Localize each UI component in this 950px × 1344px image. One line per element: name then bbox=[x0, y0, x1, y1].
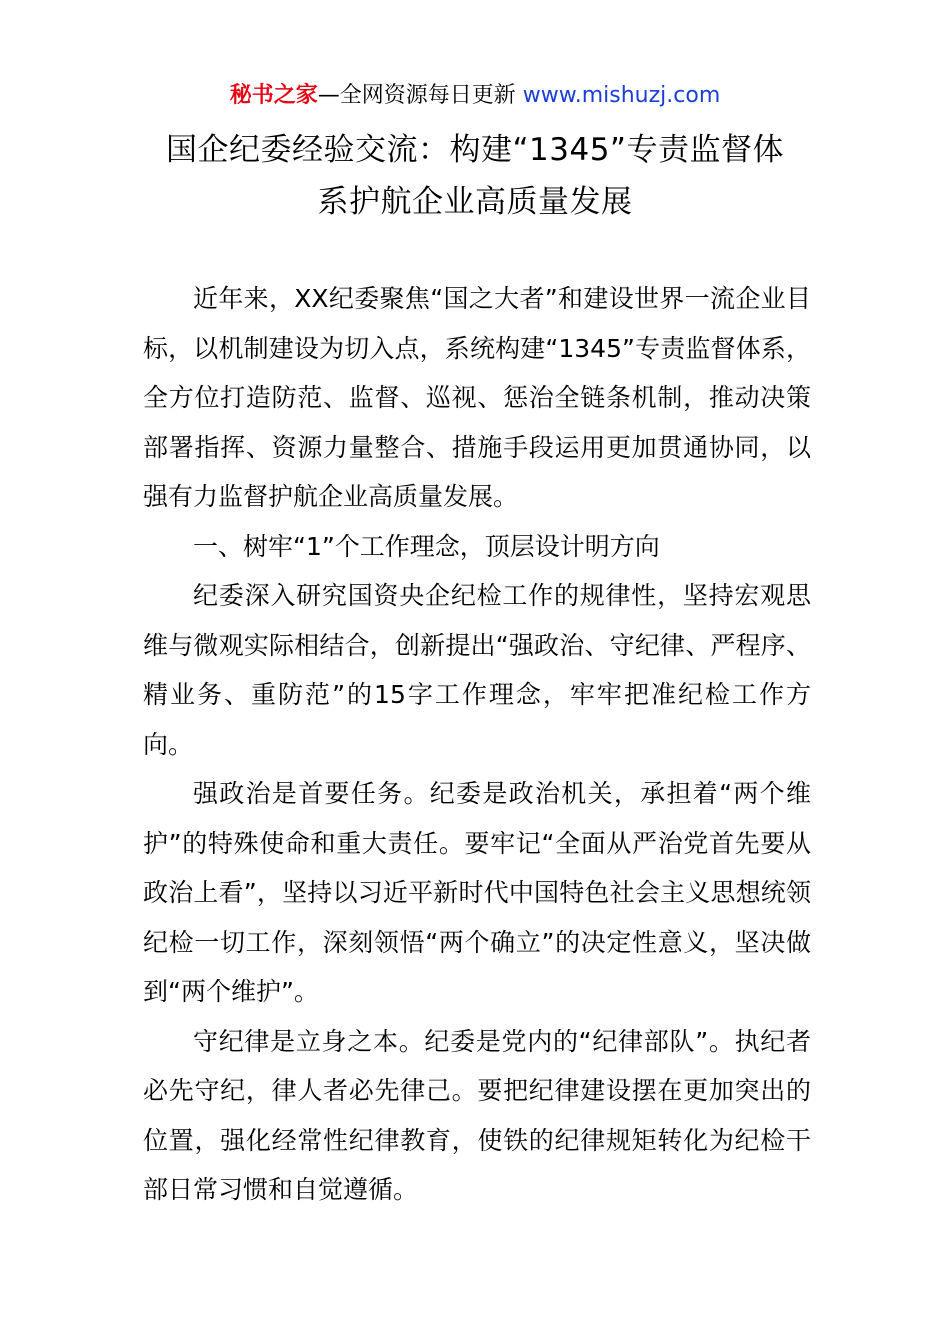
intro-paragraph: 近年来，XX纪委聚焦“国之大者”和建设世界一流企业目标，以机制建设为切入点，系统构建“1345”专责监督体系，全方位打造防范、监督、巡视、惩治全链条机制，推动决策部署指挥、资源力量整合、措施手段运用更加贯通协同，以强有力监督护航企业高质量发展。 bbox=[143, 284, 811, 511]
document-title bbox=[100, 124, 850, 228]
site-header bbox=[0, 80, 950, 112]
body-paragraph: 纪委深入研究国资央企纪检工作的规律性，坚持宏观思维与微观实际相结合，创新提出“强政治、守纪律、严程序、精业务、重防范”的15字工作理念，牢牢把准纪检工作方向。 bbox=[143, 581, 811, 759]
section-heading-1: 一、树牢“1”个工作理念，顶层设计明方向 bbox=[193, 531, 660, 561]
header-tagline: —全网资源每日更新 bbox=[317, 83, 516, 108]
document-title-line-1: 国企纪委经验交流：构建“1345”专责监督体 bbox=[165, 132, 784, 168]
document-title-line-2: 系护航企业高质量发展 bbox=[317, 184, 633, 220]
site-url-link[interactable]: www.mishuzj.com bbox=[522, 83, 721, 108]
document-body bbox=[143, 274, 811, 1215]
brand-name: 秘书之家 bbox=[229, 83, 318, 108]
body-paragraph: 强政治是首要任务。纪委是政治机关，承担着“两个维护”的特殊使命和重大责任。要牢记“全面从严治党首先要从政治上看”，坚持以习近平新时代中国特色社会主义思想统领纪检一切工作，深刻领悟“两个确立”的决定性意义，坚决做到“两个维护”。 bbox=[143, 779, 811, 1006]
body-paragraph: 守纪律是立身之本。纪委是党内的“纪律部队”。执纪者必先守纪，律人者必先律己。要把纪律建设摆在更加突出的位置，强化经常性纪律教育，使铁的纪律规矩转化为纪检干部日常习惯和自觉遵循。 bbox=[143, 1026, 811, 1204]
